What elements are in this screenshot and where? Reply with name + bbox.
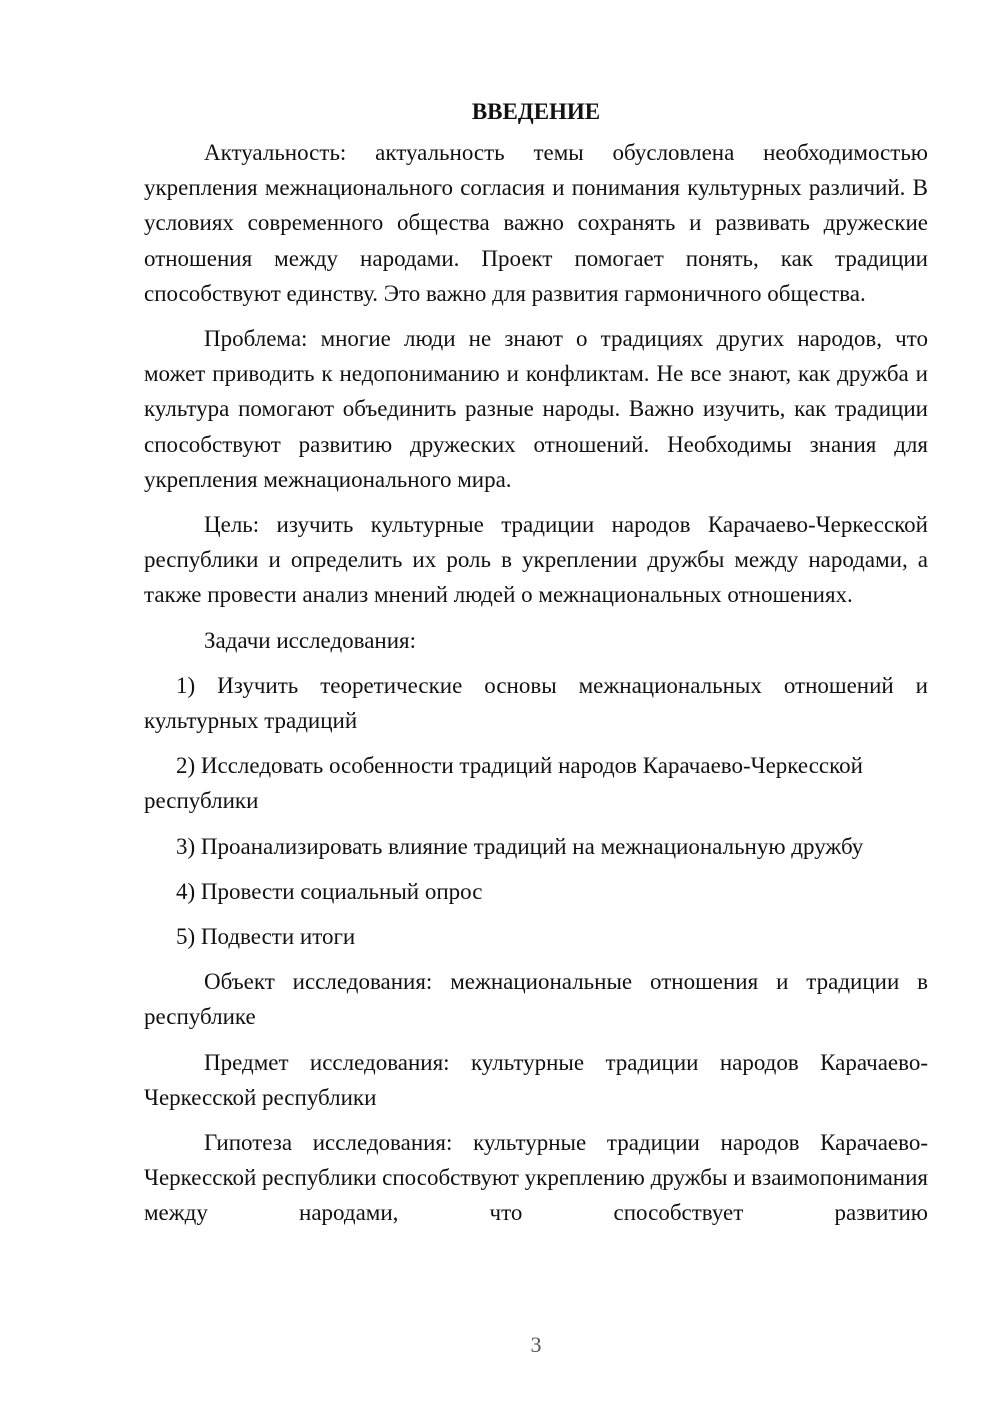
task-item-3: 3) Проанализировать влияние традиций на межнациональную дружбу (176, 833, 864, 859)
paragraph-tasks-heading: Задачи исследования: (204, 627, 417, 653)
task-item-2: 2) Исследовать особенности традиций народов Карачаево-Черкесской республики (144, 753, 863, 814)
paragraph-goal: Цель: изучить культурные традиции народов Карачаево-Черкесской республики и определить их роль в укреплении дружбы между народами, а также провести анализ мнений людей о межнациональных отношениях. (144, 512, 928, 608)
page-number: 3 (530, 1332, 542, 1357)
paragraph-object: Объект исследования: межнациональные отношения и традиции в республике (144, 969, 928, 1030)
paragraph-problem: Проблема: многие люди не знают о традициях других народов, что может приводить к недопониманию и конфликтам. Не все знают, как дружба и культура помогают объединить разные народы. Важно изучить, как традиции способствуют развитию дружеских отношений. Необходимы знания для укрепления межнационального мира. (144, 326, 928, 492)
task-item-1: 1) Изучить теоретические основы межнациональных отношений и культурных традиций (144, 672, 928, 734)
paragraph-subject: Предмет исследования: культурные традиции народов Карачаево-Черкесской республики (144, 1049, 928, 1110)
section-heading: ВВЕДЕНИЕ (471, 99, 601, 124)
page-content (144, 94, 928, 1241)
paragraph-relevance: Актуальность: актуальность темы обусловлена необходимостью укрепления межнационального согласия и понимания культурных различий. В условиях современного общества важно сохранять и развивать дружеские отношения между народами. Проект помогает понять, как традиции способствуют единству. Это важно для развития гармоничного общества. (144, 140, 928, 306)
paragraph-hypothesis: Гипотеза исследования: культурные традиции народов Карачаево-Черкесской республики способствуют укреплению дружбы и взаимопонимания между народами, что способствует развитию (144, 1130, 928, 1226)
task-item-4: 4) Провести социальный опрос (176, 878, 483, 904)
task-item-5: 5) Подвести итоги (176, 924, 356, 950)
